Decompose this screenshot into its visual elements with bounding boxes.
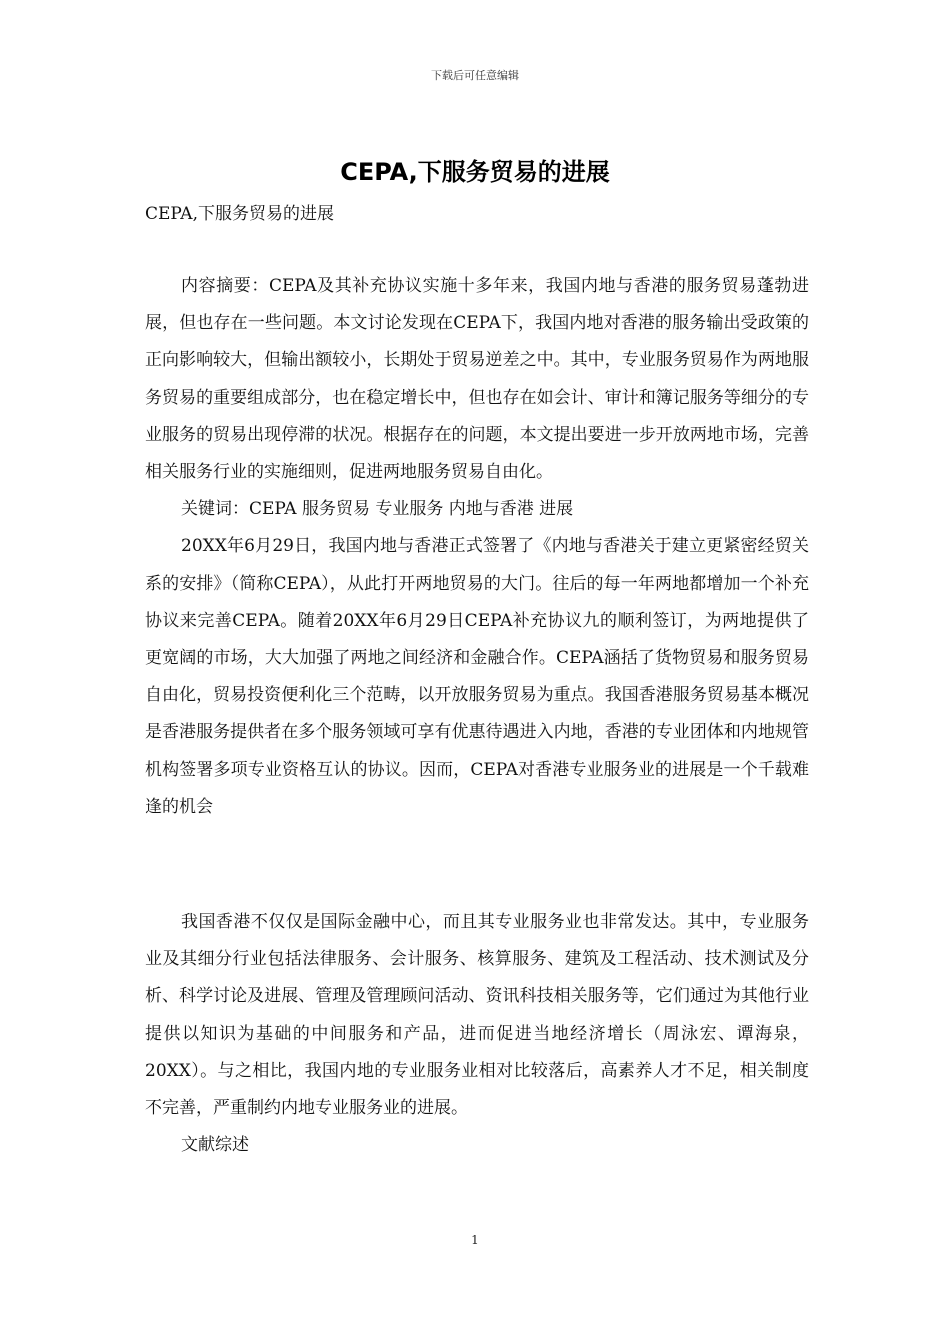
body-section-1 (145, 268, 809, 826)
header-note: 下载后可任意编辑 (431, 69, 519, 82)
body-section-2 (145, 904, 809, 1164)
hongkong-paragraph: 我国香港不仅仅是国际金融中心，而且其专业服务业也非常发达。其中，专业服务业及其细分行业包括法律服务、会计服务、核算服务、建筑及工程活动、技术测试及分析、科学讨论及进展、管理及管理顾问活动、资讯科技相关服务等，它们通过为其他行业提供以知识为基础的中间服务和产品，进而促进当地经济增长（周泳宏、谭海泉，20XX）。与之相比，我国内地的专业服务业相对比较落后，高素养人才不足，相关制度不完善，严重制约内地专业服务业的进展。 (145, 912, 809, 1119)
page-number: 1 (471, 1233, 479, 1247)
document-title: CEPA,下服务贸易的进展 (340, 158, 610, 186)
intro-paragraph: 20XX年6月29日，我国内地与香港正式签署了《内地与香港关于建立更紧密经贸关系的安排》（简称CEPA），从此打开两地贸易的大门。往后的每一年两地都增加一个补充协议来完善CEPA。随着20XX年6月29日CEPA补充协议九的顺利签订，为两地提供了更宽阔的市场，大大加强了两地之间经济和金融合作。CEPA涵括了货物贸易和服务贸易自由化，贸易投资便利化三个范畴，以开放服务贸易为重点。我国香港服务贸易基本概况是香港服务提供者在多个服务领域可享有优惠待遇进入内地，香港的专业团体和内地规管机构签署多项专业资格互认的协议。因而，CEPA对香港专业服务业的进展是一个千载难逢的机会 (145, 536, 809, 817)
keywords-paragraph: 关键词：CEPA 服务贸易 专业服务 内地与香港 进展 (181, 499, 574, 520)
section-heading-literature-review: 文献综述 (181, 1135, 249, 1156)
document-subtitle: CEPA,下服务贸易的进展 (145, 204, 334, 224)
abstract-paragraph: 内容摘要：CEPA及其补充协议实施十多年来，我国内地与香港的服务贸易蓬勃进展，但也存在一些问题。本文讨论发现在CEPA下，我国内地对香港的服务输出受政策的正向影响较大，但输出额较小，长期处于贸易逆差之中。其中，专业服务贸易作为两地服务贸易的重要组成部分，也在稳定增长中，但也存在如会计、审计和簿记服务等细分的专业服务的贸易出现停滞的状况。根据存在的问题，本文提出要进一步开放两地市场，完善相关服务行业的实施细则，促进两地服务贸易自由化。 (145, 276, 809, 483)
